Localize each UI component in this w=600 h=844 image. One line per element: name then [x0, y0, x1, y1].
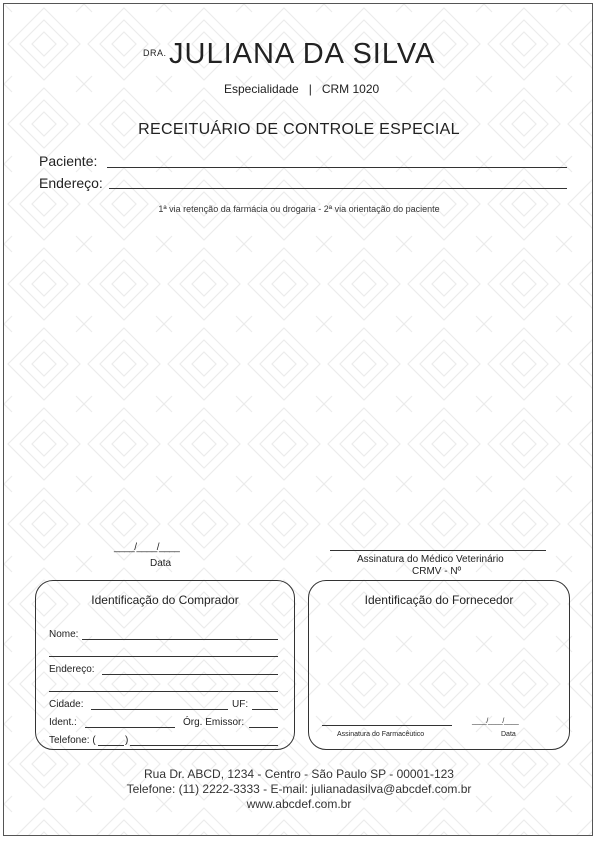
date-blank[interactable]: ____/____/____ [114, 542, 180, 553]
buyer-address-field[interactable] [102, 674, 278, 675]
buyer-phone-close: ) [125, 735, 129, 746]
buyer-phone-field[interactable] [130, 745, 278, 746]
buyer-address-field-2[interactable] [49, 691, 278, 692]
buyer-uf-label: UF: [232, 699, 249, 710]
buyer-city-label: Cidade: [49, 699, 84, 710]
buyer-issuer-label: Órg. Emissor: [183, 717, 245, 728]
buyer-address-label: Endereço: [49, 664, 95, 675]
patient-field[interactable] [107, 167, 567, 168]
crmv-label: CRMV - Nº [412, 566, 462, 577]
supplier-box [308, 580, 570, 750]
patient-label: Paciente: [39, 153, 98, 169]
buyer-phone-label: Telefone: ( [49, 735, 96, 746]
form-title: RECEITUÁRIO DE CONTROLE ESPECIAL [138, 121, 460, 138]
doctor-name: JULIANA DA SILVA [169, 38, 436, 70]
buyer-name-field-2[interactable] [49, 656, 278, 657]
pharmacist-signature-line[interactable] [322, 725, 452, 726]
address-label: Endereço: [39, 175, 103, 191]
date-label: Data [150, 558, 172, 569]
buyer-issuer-field[interactable] [249, 727, 278, 728]
buyer-box [35, 580, 295, 750]
footer-contact: Telefone: (11) 2222-3333 - E-mail: julianadasilva@abcdef.com.br [126, 782, 472, 796]
specialty-line: Especialidade | CRM 1020 [224, 82, 380, 96]
buyer-ident-field[interactable] [85, 727, 175, 728]
doctor-signature-line[interactable] [330, 550, 546, 551]
title-prefix: DRA. [143, 48, 167, 58]
supplier-date-blank[interactable]: ____/____/____ [472, 718, 519, 725]
supplier-date-label: Data [501, 731, 516, 738]
buyer-ident-label: Ident.: [49, 717, 77, 728]
footer-address: Rua Dr. ABCD, 1234 - Centro - São Paulo SP - 00001-123 [144, 767, 454, 781]
buyer-name-label: Nome: [49, 629, 79, 640]
buyer-phone-area-field[interactable] [98, 745, 124, 746]
buyer-name-field[interactable] [82, 639, 278, 640]
footer-website[interactable]: www.abcdef.com.br [246, 797, 352, 811]
address-field[interactable] [109, 188, 567, 189]
supplier-title: Identificação do Fornecedor [364, 593, 514, 607]
pharmacist-signature-label: Assinatura do Farmacêutico [337, 731, 425, 738]
buyer-city-field[interactable] [91, 709, 228, 710]
prescription-page [3, 3, 593, 836]
buyer-title: Identificação do Comprador [91, 593, 239, 607]
doctor-signature-label: Assinatura do Médico Veterinário [357, 554, 504, 565]
buyer-uf-field[interactable] [252, 709, 278, 710]
via-note: 1ª via retenção da farmácia ou drogaria - 2ª via orientação do paciente [158, 204, 440, 214]
